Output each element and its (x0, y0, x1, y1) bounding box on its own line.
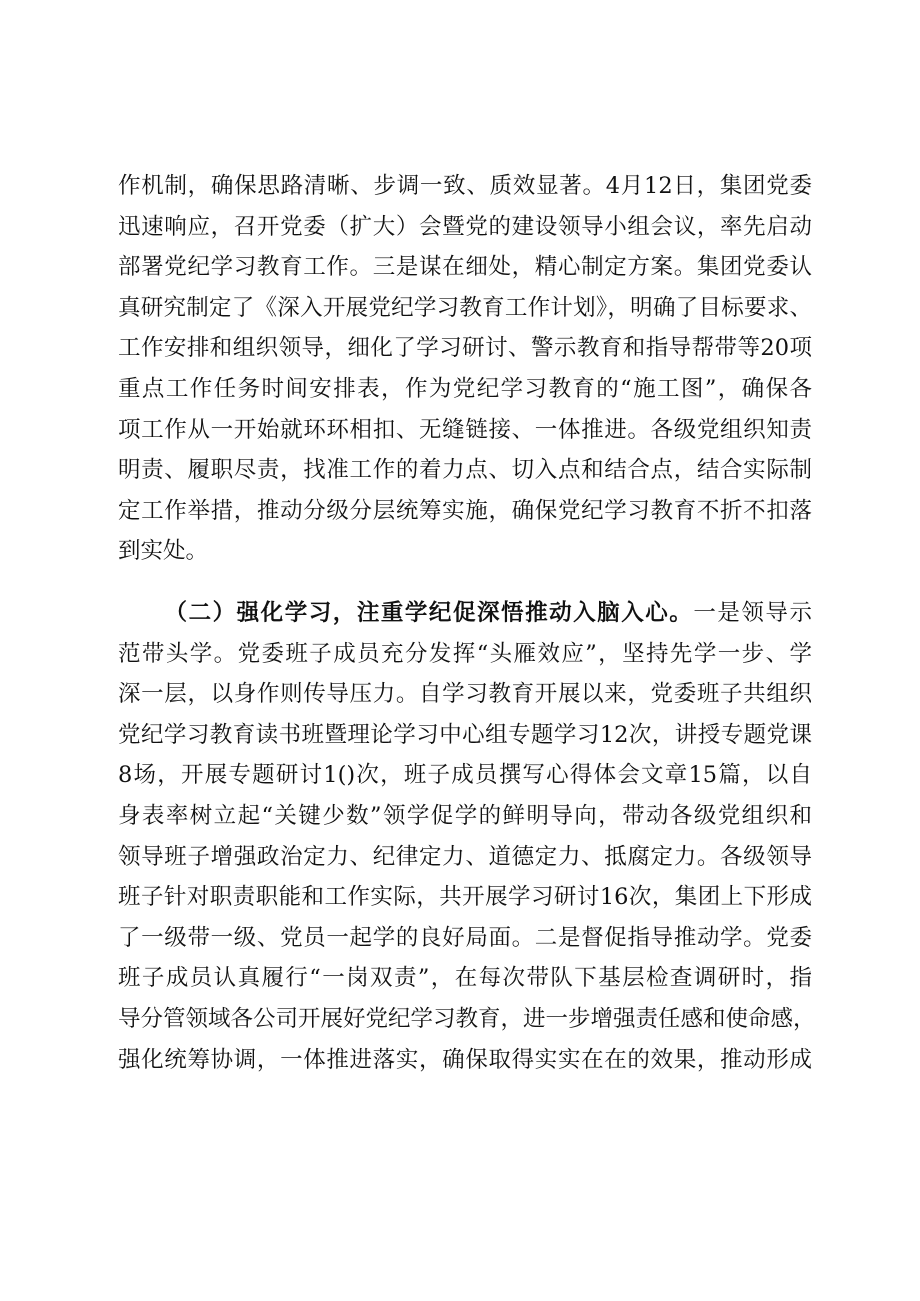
paragraph-2-line: 范带头学。党委班子成员充分发挥“头雁效应”，坚持先学一步、学 (118, 640, 812, 667)
paragraph-1-line: 迅速响应，召开党委（扩大）会暨党的建设领导小组会议，率先启动 (118, 213, 812, 240)
paragraph-2-line: 导分管领域各公司开展好党纪学习教育，进一步增强责任感和使命感， (118, 1005, 816, 1032)
paragraph-2-line: 身表率树立起“关键少数”领学促学的鲜明导向，带动各级党组织和 (118, 802, 812, 829)
paragraph-2-first-line (118, 593, 812, 634)
paragraph-2-line: 深一层，以身作则传导压力。自学习教育开展以来，党委班子共组织 (118, 681, 812, 708)
paragraph-1-line: 工作安排和组织领导，细化了学习研讨、警示教育和指导帮带等20项 (118, 335, 812, 362)
paragraph-1-line: 作机制，确保思路清晰、步调一致、质效显著。4月12日，集团党委 (118, 173, 812, 199)
paragraph-1 (118, 166, 812, 572)
paragraph-1-line: 定工作举措，推动分级分层统筹实施，确保党纪学习教育不折不扣落 (118, 497, 812, 524)
paragraph-1-line: 部署党纪学习教育工作。三是谋在细处，精心制定方案。集团党委认 (118, 254, 812, 281)
paragraph-1-line: 项工作从一开始就环环相扣、无缝链接、一体推进。各级党组织知责 (118, 416, 812, 443)
paragraph-2-line: 了一级带一级、党员一起学的良好局面。二是督促指导推动学。党委 (118, 924, 812, 951)
paragraph-1-line: 明责、履职尽责，找准工作的着力点、切入点和结合点，结合实际制 (118, 457, 812, 484)
paragraph-2-line: 党纪学习教育读书班暨理论学习中心组专题学习12次，讲授专题党课 (118, 721, 812, 748)
paragraph-2 (118, 593, 816, 1080)
paragraph-2-line: 领导班子增强政治定力、纪律定力、道德定力、抵腐定力。各级领导 (118, 843, 812, 870)
paragraph-2-first-line-text: 一是领导示 (693, 600, 812, 626)
paragraph-1-line: 到实处。 (118, 538, 209, 565)
paragraph-2-line: 强化统筹协调，一体推进落实，确保取得实实在在的效果，推动形成 (118, 1046, 812, 1073)
paragraph-2-line: 班子针对职责职能和工作实际，共开展学习研讨16次，集团上下形成 (118, 884, 812, 911)
paragraph-2-line: 8场，开展专题研讨1()次，班子成员撰写心得体会文章15篇，以自 (118, 762, 812, 789)
section-heading: （二）强化学习，注重学纪促深悟推动入脑入心。 (163, 600, 694, 626)
paragraph-1-line: 重点工作任务时间安排表，作为党纪学习教育的“施工图”，确保各 (118, 375, 812, 402)
paragraph-1-line: 真研究制定了《深入开展党纪学习教育工作计划》，明确了目标要求、 (118, 294, 812, 321)
paragraph-2-line: 班子成员认真履行“一岗双责”，在每次带队下基层检查调研时，指 (118, 965, 812, 992)
